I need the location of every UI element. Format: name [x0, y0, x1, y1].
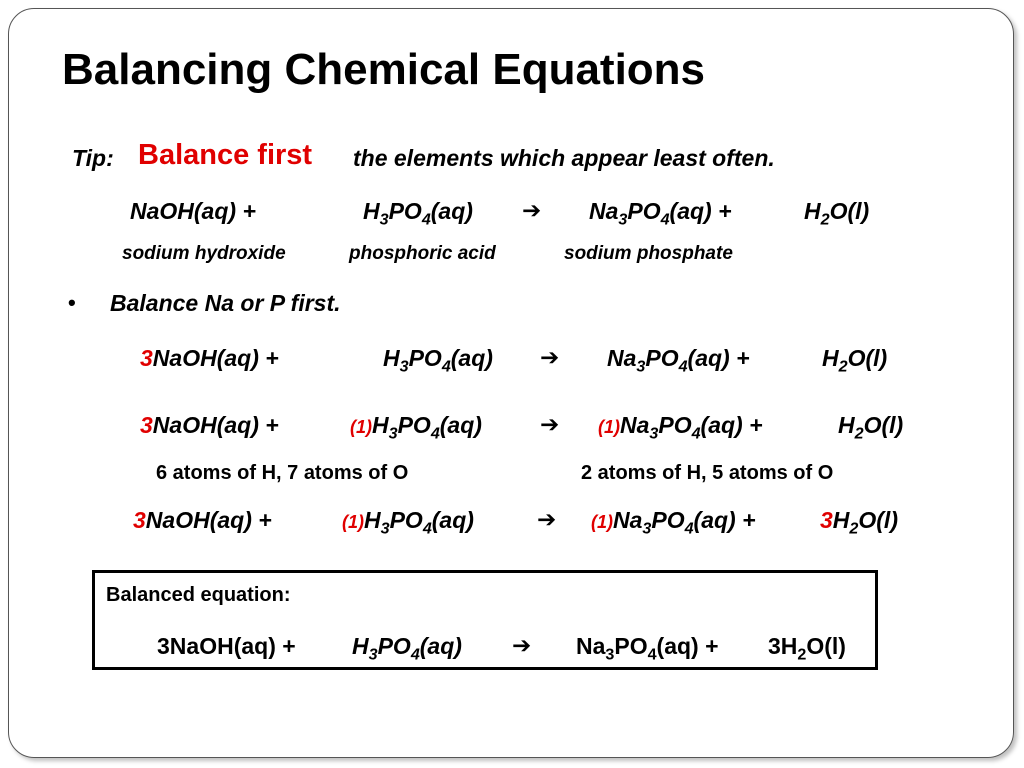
- eq1-h2o: $H_2O(l)$: [804, 198, 870, 229]
- eq4-h3po4: $(1)H_3PO_4(aq)$: [342, 507, 474, 538]
- eq2-na3po4: $Na_3PO_4(aq)$ +: [607, 345, 750, 376]
- tip-rest: the elements which appear least often.: [353, 145, 775, 171]
- eq2-arrow-icon: ➔: [540, 344, 560, 370]
- tip-highlight: Balance first: [138, 139, 313, 171]
- eq4-naoh: 3NaOH(aq) +: [133, 507, 272, 533]
- balanced-naoh: 3NaOH(aq) +: [157, 633, 296, 659]
- balanced-heading: Balanced equation:: [106, 584, 291, 606]
- eq3-na3po4: $(1)Na_3PO_4(aq)$ +: [598, 412, 763, 443]
- eq3-h3po4: $(1)H_3PO_4(aq)$: [350, 412, 482, 443]
- bullet-text: Balance Na or P first.: [110, 290, 341, 316]
- eq2-h3po4: $H_3PO_4(aq)$: [383, 345, 493, 376]
- eq2-naoh: 3NaOH(aq) +: [140, 345, 279, 371]
- balanced-h3po4: $H_3PO_4(aq)$: [352, 633, 462, 664]
- eq3-naoh: 3NaOH(aq) +: [140, 412, 279, 438]
- name-sodium-hydroxide: sodium hydroxide: [122, 243, 286, 264]
- eq3-h2o: $H_2O(l)$: [838, 412, 904, 443]
- page-title: Balancing Chemical Equations: [62, 45, 706, 94]
- name-sodium-phosphate: sodium phosphate: [564, 243, 733, 264]
- atoms-right: 2 atoms of H, 5 atoms of O: [581, 462, 834, 484]
- eq3-arrow-icon: ➔: [540, 411, 560, 437]
- balanced-na3po4: $Na_3PO_4(aq)$ +: [576, 633, 719, 664]
- balanced-h2o: $3H_2O(l)$: [768, 633, 846, 664]
- eq1-arrow-icon: ➔: [522, 197, 542, 223]
- eq1-h3po4: $H_3PO_4(aq)$: [363, 198, 473, 229]
- name-phosphoric-acid: phosphoric acid: [349, 243, 496, 264]
- eq4-arrow-icon: ➔: [537, 506, 557, 532]
- bullet-icon: •: [68, 290, 76, 315]
- eq1-na3po4: $Na_3PO_4(aq)$ +: [589, 198, 732, 229]
- eq4-h2o: $3H_2O(l)$: [820, 507, 898, 538]
- eq1-naoh: NaOH(aq) +: [130, 198, 256, 224]
- balanced-arrow-icon: ➔: [512, 632, 532, 658]
- atoms-left: 6 atoms of H, 7 atoms of O: [156, 462, 409, 484]
- tip-label: Tip:: [72, 145, 114, 171]
- eq4-na3po4: $(1)Na_3PO_4(aq)$ +: [591, 507, 756, 538]
- eq2-h2o: $H_2O(l)$: [822, 345, 888, 376]
